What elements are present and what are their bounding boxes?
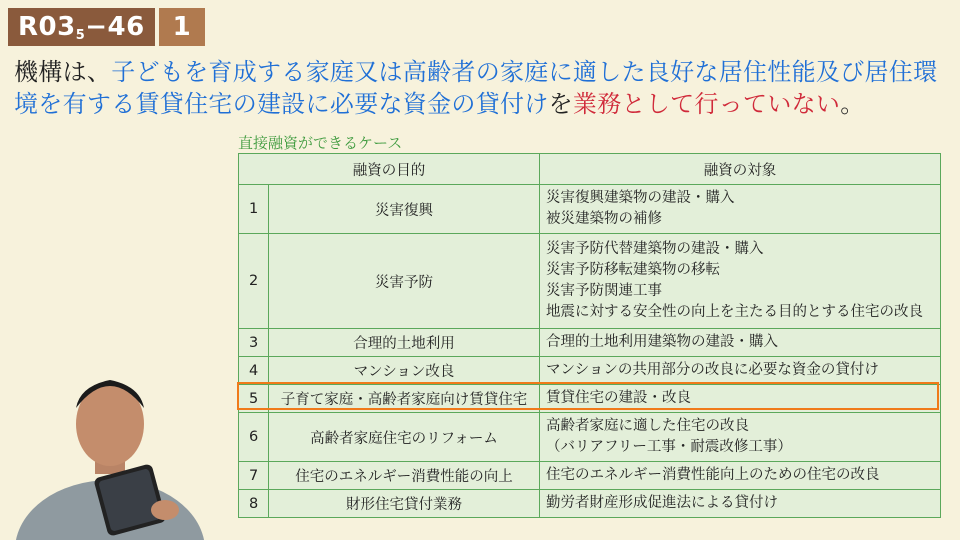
target-line: 勤労者財産形成促進法による貸付け: [546, 495, 778, 511]
target-line: 災害予防関連工事: [546, 283, 662, 299]
target-line: 災害予防代替建築物の建設・購入: [546, 241, 764, 257]
row-purpose: 高齢者家庭住宅のリフォーム: [269, 413, 540, 462]
target-line: 賃貸住宅の建設・改良: [546, 390, 691, 406]
stmt-part4-red: 業務として行っていない: [572, 90, 841, 118]
code-main: R03: [18, 12, 76, 42]
row-purpose: 財形住宅貸付業務: [269, 490, 540, 518]
table-row: [239, 234, 941, 329]
stmt-part3: を: [548, 90, 573, 118]
table-caption: 直接融資ができるケース: [238, 134, 403, 152]
row-targets: [540, 329, 941, 357]
row-targets: [540, 385, 941, 413]
row-targets: [540, 490, 941, 518]
row-number: 5: [239, 385, 269, 413]
row-purpose: マンション改良: [269, 357, 540, 385]
row-targets: [540, 357, 941, 385]
row-purpose: 災害予防: [269, 234, 540, 329]
table-row: [239, 462, 941, 490]
target-line: 合理的土地利用建築物の建設・購入: [546, 334, 778, 350]
question-number: 1: [159, 8, 205, 46]
stmt-part2-blue: 子どもを育成する家庭又は高齢者の家庭に適した良好な居住性能及び居住環境を有する賃貸住宅の建設に必要な資金の貸付け: [14, 58, 938, 118]
row-number: 8: [239, 490, 269, 518]
code-tail: −46: [85, 12, 145, 42]
row-targets: [540, 413, 941, 462]
row-purpose: 合理的土地利用: [269, 329, 540, 357]
table-row: [239, 385, 941, 413]
row-targets: [540, 234, 941, 329]
table-row: [239, 185, 941, 234]
table-row: [239, 329, 941, 357]
target-line: 災害復興建築物の建設・購入: [546, 190, 735, 206]
question-badge: [8, 8, 205, 46]
loan-cases-table: [238, 153, 941, 518]
table-row: [239, 357, 941, 385]
row-number: 3: [239, 329, 269, 357]
row-number: 4: [239, 357, 269, 385]
stmt-part5: 。: [840, 90, 865, 118]
presenter-video: [0, 360, 240, 540]
row-number: 2: [239, 234, 269, 329]
row-purpose: 子育て家庭・高齢者家庭向け賃貸住宅: [269, 385, 540, 413]
table-row: [239, 490, 941, 518]
header-target: 融資の対象: [540, 154, 941, 185]
header-purpose: 融資の目的: [239, 154, 540, 185]
target-line: 災害予防移転建築物の移転: [546, 262, 720, 278]
row-number: 6: [239, 413, 269, 462]
code-sub: 5: [75, 28, 86, 43]
question-code: [8, 8, 155, 46]
stmt-part1: 機構は、: [14, 58, 112, 86]
target-line: マンションの共用部分の改良に必要な資金の貸付け: [546, 362, 879, 378]
row-purpose: 災害復興: [269, 185, 540, 234]
target-line: 高齢者家庭に適した住宅の改良: [546, 418, 749, 434]
target-line: （バリアフリー工事・耐震改修工事）: [546, 439, 792, 455]
target-line: 被災建築物の補修: [546, 211, 662, 227]
row-number: 7: [239, 462, 269, 490]
row-targets: [540, 185, 941, 234]
row-targets: [540, 462, 941, 490]
row-purpose: 住宅のエネルギー消費性能の向上: [269, 462, 540, 490]
table-row: [239, 413, 941, 462]
question-statement: [14, 56, 946, 120]
target-line: 住宅のエネルギー消費性能向上のための住宅の改良: [546, 467, 880, 483]
target-line: 地震に対する安全性の向上を主たる目的とする住宅の改良: [546, 304, 923, 320]
row-number: 1: [239, 185, 269, 234]
